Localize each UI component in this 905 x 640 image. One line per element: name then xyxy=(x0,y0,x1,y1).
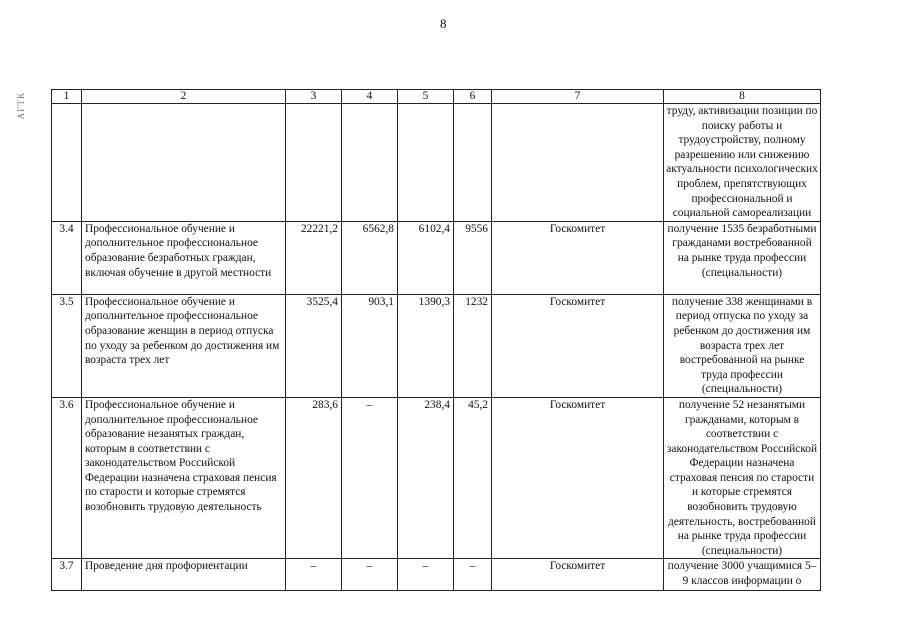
cell-result: получение 3000 учащимися 5–9 классов информации о xyxy=(664,559,821,591)
cell-empty xyxy=(342,104,398,222)
table-row xyxy=(52,221,821,294)
cell-number: 3.7 xyxy=(52,559,82,591)
cell-empty xyxy=(52,104,82,222)
cell-empty xyxy=(492,104,664,222)
column-header: 1 xyxy=(52,90,82,104)
cell-value: 1390,3 xyxy=(398,294,454,397)
cell-measure: Профессиональное обучение и дополнительное профессиональное образование незанятых граждан, которым в соответствии с законодательством Российской Федерации назначена страховая пенсия по старости и которые стремятся возобновить трудовую деятельность xyxy=(82,397,286,559)
cell-value: – xyxy=(286,559,342,591)
table-row xyxy=(52,559,821,591)
side-margin-mark: АГТК xyxy=(16,92,26,120)
cell-value: 6102,4 xyxy=(398,221,454,294)
cell-value: 283,6 xyxy=(286,397,342,559)
cell-result: труду, активизации позиции по поиску работы и трудоустройству, полному разрешению или снижению актуальности психологических проблем, препятствующих профессиональной и социальной самореализации xyxy=(664,104,821,222)
cell-value: 3525,4 xyxy=(286,294,342,397)
cell-empty xyxy=(454,104,492,222)
table-header-row xyxy=(52,90,821,104)
cell-empty xyxy=(398,104,454,222)
cell-value: 1232 xyxy=(454,294,492,397)
column-header: 4 xyxy=(342,90,398,104)
column-header: 6 xyxy=(454,90,492,104)
cell-value: – xyxy=(342,559,398,591)
cell-value: 903,1 xyxy=(342,294,398,397)
cell-number: 3.6 xyxy=(52,397,82,559)
cell-executor: Госкомитет xyxy=(492,559,664,591)
cell-measure: Проведение дня профориентации xyxy=(82,559,286,591)
column-header: 8 xyxy=(664,90,821,104)
table-row xyxy=(52,397,821,559)
cell-result: получение 1535 безработными гражданами востребованной на рынке труда профессии (специальности) xyxy=(664,221,821,294)
cell-result: получение 338 женщинами в период отпуска по уходу за ребенком до достижения им возраста трех лет востребованной на рынке труда профессии (специальности) xyxy=(664,294,821,397)
table-row-continuation xyxy=(52,104,821,222)
column-header: 2 xyxy=(82,90,286,104)
column-header: 7 xyxy=(492,90,664,104)
cell-value: – xyxy=(454,559,492,591)
cell-number: 3.4 xyxy=(52,221,82,294)
column-header: 5 xyxy=(398,90,454,104)
cell-executor: Госкомитет xyxy=(492,221,664,294)
program-table xyxy=(51,89,821,591)
page-number: 8 xyxy=(440,16,447,31)
cell-measure: Профессиональное обучение и дополнительное профессиональное образование безработных граждан, включая обучение в другой местности xyxy=(82,221,286,294)
column-header: 3 xyxy=(286,90,342,104)
cell-value: – xyxy=(342,397,398,559)
cell-value: – xyxy=(398,559,454,591)
cell-value: 45,2 xyxy=(454,397,492,559)
cell-empty xyxy=(286,104,342,222)
cell-result: получение 52 незанятыми гражданами, которым в соответствии с законодательством Российской Федерации назначена страховая пенсия по старости и которые стремятся возобновить трудовую деятельность, востребованной на рынке труда профессии (специальности) xyxy=(664,397,821,559)
cell-executor: Госкомитет xyxy=(492,294,664,397)
cell-value: 22221,2 xyxy=(286,221,342,294)
cell-value: 238,4 xyxy=(398,397,454,559)
table-row xyxy=(52,294,821,397)
cell-empty xyxy=(82,104,286,222)
cell-number: 3.5 xyxy=(52,294,82,397)
cell-measure: Профессиональное обучение и дополнительное профессиональное образование женщин в период отпуска по уходу за ребенком до достижения им возраста трех лет xyxy=(82,294,286,397)
cell-executor: Госкомитет xyxy=(492,397,664,559)
cell-value: 9556 xyxy=(454,221,492,294)
cell-value: 6562,8 xyxy=(342,221,398,294)
